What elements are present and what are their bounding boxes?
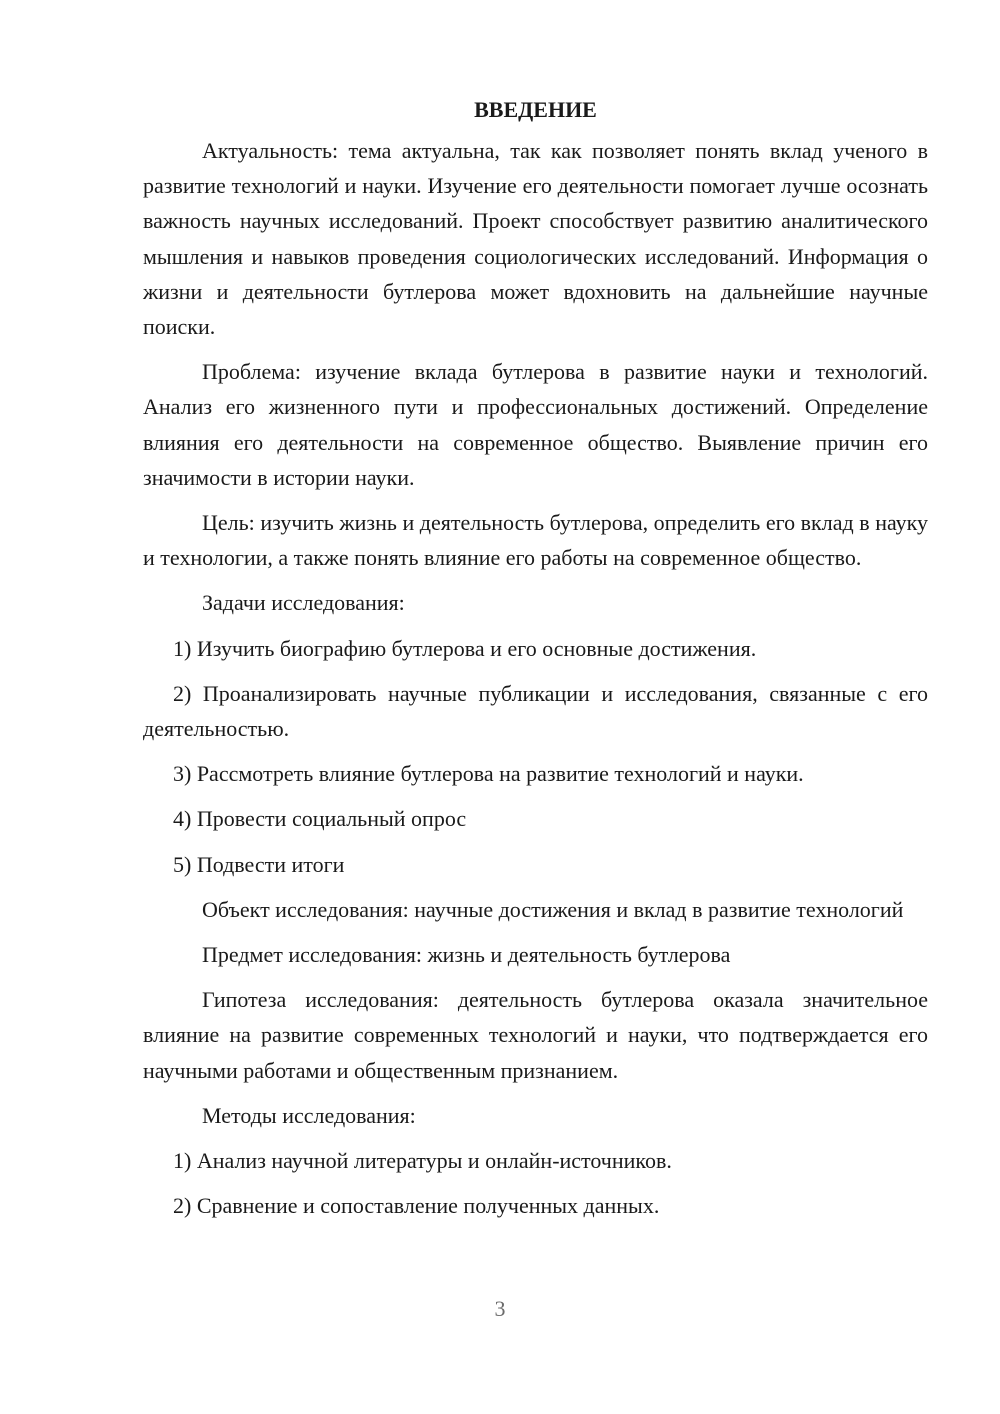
page-title: ВВЕДЕНИЕ	[474, 97, 597, 122]
task-item: 2) Проанализировать научные публикации и исследования, связанные с его деятельностью.	[143, 680, 928, 742]
problem-paragraph: Проблема: изучение вклада бутлерова в развитие науки и технологий. Анализ его жизненного пути и профессиональных достижений. Определение влияния его деятельности на современное общество. Выявление причин его значимости в истории науки.	[143, 359, 928, 490]
relevance-paragraph: Актуальность: тема актуальна, так как позволяет понять вклад ученого в развитие технологий и науки. Изучение его деятельности помогает лучше осознать важность научных исследований. Проект способствует развитию аналитического мышления и навыков проведения социологических исследований. Информация о жизни и деятельности бутлерова может вдохновить на дальнейшие научные поиски.	[143, 138, 928, 340]
task-item: 1) Изучить биографию бутлерова и его основные достижения.	[173, 635, 757, 661]
page-number: 3	[494, 1296, 506, 1321]
goal-paragraph: Цель: изучить жизнь и деятельность бутлерова, определить его вклад в науку и технологии, а также понять влияние его работы на современное общество.	[143, 510, 928, 571]
task-item: 5) Подвести итоги	[173, 851, 345, 877]
tasks-heading: Задачи исследования:	[202, 590, 405, 616]
document-page	[143, 92, 928, 1233]
task-item: 4) Провести социальный опрос	[173, 806, 467, 832]
method-item: 2) Сравнение и сопоставление полученных данных.	[173, 1193, 660, 1219]
method-item: 1) Анализ научной литературы и онлайн-источников.	[173, 1148, 672, 1174]
methods-heading: Методы исследования:	[202, 1102, 416, 1128]
object-paragraph: Объект исследования: научные достижения и вклад в развитие технологий	[202, 896, 904, 922]
task-item: 3) Рассмотреть влияние бутлерова на развитие технологий и науки.	[173, 761, 804, 787]
hypothesis-paragraph: Гипотеза исследования: деятельность бутлерова оказала значительное влияние на развитие современных технологий и науки, что подтверждается его научными работами и общественным признанием.	[143, 987, 928, 1083]
subject-paragraph: Предмет исследования: жизнь и деятельность бутлерова	[202, 942, 731, 968]
